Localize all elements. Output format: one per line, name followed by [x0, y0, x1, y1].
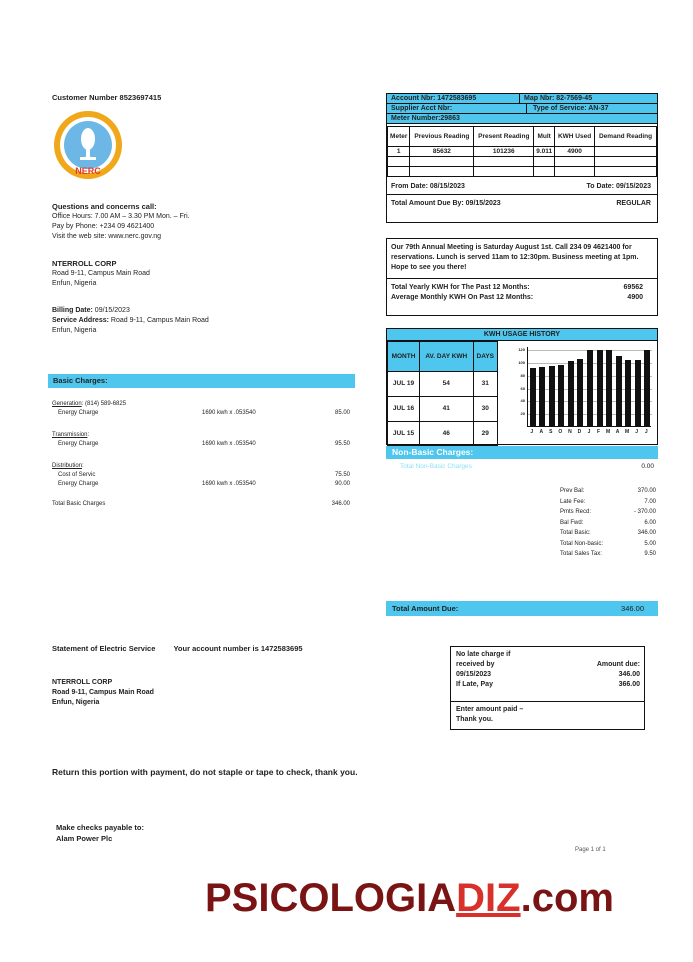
usage-cell: JUL 15	[388, 422, 420, 446]
summary-label: Late Fee:	[560, 498, 586, 505]
balance-summary	[560, 486, 656, 560]
charge-rate: 1690 kwh x .053540	[202, 441, 256, 447]
chart-xtick-label: J	[644, 429, 648, 435]
usage-cell: 30	[473, 397, 497, 422]
meter-number: Meter Number:29863	[387, 114, 657, 124]
chart-xtick-label: J	[530, 429, 534, 435]
payment-stub	[450, 646, 645, 730]
charge-amount: 75.50	[334, 472, 350, 478]
chart-bar	[568, 361, 574, 426]
total-due-amount: 346.00	[621, 604, 644, 613]
nonbasic-title: Non-Basic Charges:	[386, 446, 658, 459]
meter-cell: 85632	[410, 147, 474, 157]
usage-cell: 41	[420, 397, 474, 422]
meter-col-header: Present Reading	[474, 127, 534, 147]
charge-amount: 85.00	[334, 410, 350, 416]
summary-value: 9.50	[644, 551, 656, 557]
company-block	[52, 258, 150, 289]
regular-label: REGULAR	[616, 200, 651, 207]
service-type: Type of Service: AN-37	[533, 105, 609, 112]
watermark-part1: PSICOLOGIA	[205, 876, 457, 920]
stub-thanks: Thank you.	[456, 716, 493, 723]
return-instruction: Return this portion with payment, do not staple or tape to check, thank you.	[52, 767, 358, 777]
meter-cell: 9.011	[534, 147, 555, 157]
chart-bar	[530, 368, 536, 426]
nerc-logo	[50, 110, 126, 182]
usage-title: KWH USAGE HISTORY	[387, 329, 657, 341]
account-nbr: Account Nbr: 1472583695	[387, 94, 520, 103]
phone: Pay by Phone: +234 09 4621400	[52, 223, 155, 230]
total-basic: 346.00	[331, 501, 350, 507]
usage-cell: 54	[420, 372, 474, 397]
service-address: Road 9-11, Campus Main Road	[110, 317, 209, 324]
watermark-part3: .com	[520, 876, 614, 920]
stub-if-late: If Late, Pay	[456, 681, 493, 688]
yearly-kwh-label: Total Yearly KWH for The Past 12 Months:	[391, 284, 530, 291]
charge-rate: 1690 kwh x .053540	[202, 481, 256, 487]
service-address-label: Service Address:	[52, 317, 109, 324]
chart-xtick-label: J	[587, 429, 591, 435]
company-name: NTERROLL CORP	[52, 259, 117, 268]
chart-bar	[625, 360, 631, 426]
chart-ytick-label: 40	[520, 398, 525, 404]
meter-col-header: KWH Used	[555, 127, 595, 147]
chart-ytick-label: 100	[518, 360, 525, 365]
summary-value: - 370.00	[633, 509, 656, 515]
usage-cell: JUL 19	[388, 372, 420, 397]
basic-charges-block: Generation: (814) 589-6825 Energy Charge 1690 kwh x .053540 85.00 Transmission: Energy Charge 1690 kwh x .053540 95.50 Distribution: Cost of Servic 75.50 Energy Charge 1690 kwh x .053540 90.00 Total Basic Charges 346.00	[52, 401, 350, 507]
statement-line	[52, 643, 303, 654]
watermark-part2: DIZ	[456, 876, 521, 920]
chart-bar	[587, 350, 593, 426]
chart-xtick-label: S	[549, 429, 553, 435]
chart-xtick-label: A	[539, 429, 544, 435]
stub-received: received by	[456, 661, 495, 668]
usage-cell: 29	[473, 422, 497, 446]
meter-cell: 101236	[474, 147, 534, 157]
stub-late-amount: 366.00	[618, 681, 640, 688]
summary-value: 7.00	[644, 498, 656, 505]
usage-cell: 46	[420, 422, 474, 446]
total-basic-label: Total Basic Charges	[52, 501, 106, 507]
chart-ytick-label: 60	[520, 385, 525, 391]
meter-col-header: Meter	[388, 127, 410, 147]
usage-history-box	[386, 328, 658, 445]
chart-bar	[597, 350, 603, 426]
generation-label: Generation	[52, 401, 82, 407]
usage-col-header: AV. DAY KWH	[420, 342, 474, 372]
stub-amount-due: 346.00	[618, 671, 640, 678]
chart-bar	[644, 350, 650, 426]
chart-xtick-label: F	[597, 429, 601, 435]
usage-col-header: DAYS	[473, 342, 497, 372]
charge-amount: 95.50	[334, 441, 350, 447]
chart-bar	[577, 359, 583, 426]
meeting-box	[386, 238, 658, 316]
payable-block	[56, 822, 144, 844]
total-due-label: Total Amount Due:	[392, 604, 459, 613]
chart-bar	[539, 367, 545, 426]
charge-rate: 1690 kwh x .053540	[202, 410, 256, 416]
chart-xtick-label: A	[615, 429, 620, 435]
stub-enter-label: Enter amount paid –	[456, 706, 524, 713]
charge-item: Cost of Servic	[58, 472, 96, 478]
total-due-band	[386, 601, 658, 616]
contact-block	[52, 201, 312, 242]
stub-enter-amount[interactable]	[451, 701, 644, 728]
company-address1: Road 9-11, Campus Main Road	[52, 270, 150, 277]
due-by: Total Amount Due By: 09/15/2023	[391, 200, 501, 207]
chart-xtick-label: O	[558, 429, 563, 435]
page-number: Page 1 of 1	[575, 847, 606, 853]
meter-col-header: Mult	[534, 127, 555, 147]
chart-bar	[635, 360, 641, 426]
statement-name: NTERROLL CORP	[52, 679, 113, 686]
from-date: From Date: 08/15/2023	[391, 183, 465, 190]
stub-date: 09/15/2023	[456, 671, 492, 678]
meter-col-header: Previous Reading	[410, 127, 474, 147]
summary-value: 5.00	[644, 540, 656, 547]
stub-amount-due-label: Amount due:	[596, 661, 640, 668]
chart-xtick-label: J	[635, 429, 639, 435]
meter-cell: 4900	[555, 147, 595, 157]
account-box	[386, 93, 658, 223]
summary-label: Bal Fwd:	[560, 519, 584, 526]
chart-xtick-label: M	[625, 429, 630, 435]
usage-chart-plot	[527, 347, 651, 427]
chart-bar	[616, 356, 622, 426]
service-city: Enfun, Nigeria	[52, 327, 97, 334]
charge-item: Energy Charge	[58, 441, 99, 447]
chart-ytick-label: 80	[520, 372, 525, 378]
customer-number-value: 8523697415	[119, 93, 162, 102]
statement-address1: Road 9-11, Campus Main Road	[52, 689, 154, 696]
nonbasic-total-label: Total Non-Basic Charges	[400, 463, 472, 470]
supplier-acct: Supplier Acct Nbr:	[387, 104, 527, 113]
billing-block	[52, 306, 322, 336]
usage-cell: 31	[473, 372, 497, 397]
chart-ytick-label: 120	[518, 347, 525, 353]
payable-label: Make checks payable to:	[56, 823, 144, 832]
usage-chart-xaxis	[527, 429, 651, 437]
usage-table	[387, 341, 498, 446]
meter-table	[387, 126, 657, 177]
statement-account: Your account number is 1472583695	[173, 644, 303, 653]
chart-bar	[549, 366, 555, 426]
chart-xtick-label: N	[568, 429, 572, 435]
meeting-text: Our 79th Annual Meeting is Saturday August 1st. Call 234 09 4621400 for reservations. Lunch is served 11am to 12:30pm. Business meeting at 1pm. Hope to see you there!	[391, 244, 639, 271]
statement-address	[52, 678, 154, 708]
summary-value: 370.00	[637, 488, 656, 494]
map-nbr: Map Nbr: 82-7569-45	[524, 95, 593, 102]
statement-address2: Enfun, Nigeria	[52, 699, 100, 706]
distribution-label: Distribution	[52, 463, 83, 469]
charge-item: Energy Charge	[58, 481, 99, 487]
contact-heading: Questions and concerns call:	[52, 202, 157, 211]
monthly-kwh-label: Average Monthly KWH On Past 12 Months:	[391, 294, 534, 301]
logo-text: NERC	[75, 166, 101, 176]
summary-label: Total Sales Tax:	[560, 551, 602, 557]
yearly-kwh-value: 69562	[623, 284, 643, 291]
usage-cell: JUL 16	[388, 397, 420, 422]
website: Visit the web site: www.nerc.gov.ng	[52, 233, 162, 240]
billing-date-label: Billing Date:	[52, 307, 93, 314]
chart-ytick-label: 20	[520, 411, 525, 417]
summary-value: 346.00	[637, 530, 656, 536]
summary-label: Prev Bal:	[560, 488, 585, 494]
charge-item: Energy Charge	[58, 410, 99, 416]
generation-phone: (814) 589-6825	[85, 401, 127, 407]
chart-bar	[606, 350, 612, 426]
payable-name: Alam Power Plc	[56, 834, 113, 843]
chart-xtick-label: D	[577, 429, 582, 435]
office-hours: Office Hours: 7.00 AM – 3.30 PM Mon. – Fri.	[52, 213, 190, 220]
transmission-label: Transmission	[52, 432, 88, 438]
customer-number	[52, 92, 161, 103]
meter-col-header: Demand Reading	[595, 127, 657, 147]
nonbasic-total: 0.00	[641, 463, 654, 470]
summary-value: 6.00	[644, 519, 656, 526]
to-date: To Date: 09/15/2023	[586, 183, 651, 190]
usage-col-header: MONTH	[388, 342, 420, 372]
summary-label: Pmts Recd:	[560, 509, 592, 515]
watermark	[205, 874, 614, 922]
usage-chart	[513, 343, 653, 437]
monthly-kwh-value: 4900	[627, 294, 643, 301]
company-address2: Enfun, Nigeria	[52, 280, 97, 287]
meter-cell: 1	[388, 147, 410, 157]
customer-number-label: Customer Number	[52, 93, 118, 102]
summary-label: Total Non-basic:	[560, 540, 604, 547]
charge-amount: 90.00	[334, 481, 350, 487]
billing-date: 09/15/2023	[94, 307, 130, 314]
meter-cell	[595, 147, 657, 157]
basic-charges-title: Basic Charges:	[48, 374, 355, 388]
nonbasic-total-row	[400, 463, 658, 470]
stub-no-late: No late charge if	[456, 651, 511, 658]
chart-bar	[558, 365, 564, 426]
summary-label: Total Basic:	[560, 530, 591, 536]
usage-chart-yaxis	[513, 343, 525, 427]
chart-xtick-label: M	[605, 429, 611, 435]
statement-title: Statement of Electric Service	[52, 644, 156, 653]
